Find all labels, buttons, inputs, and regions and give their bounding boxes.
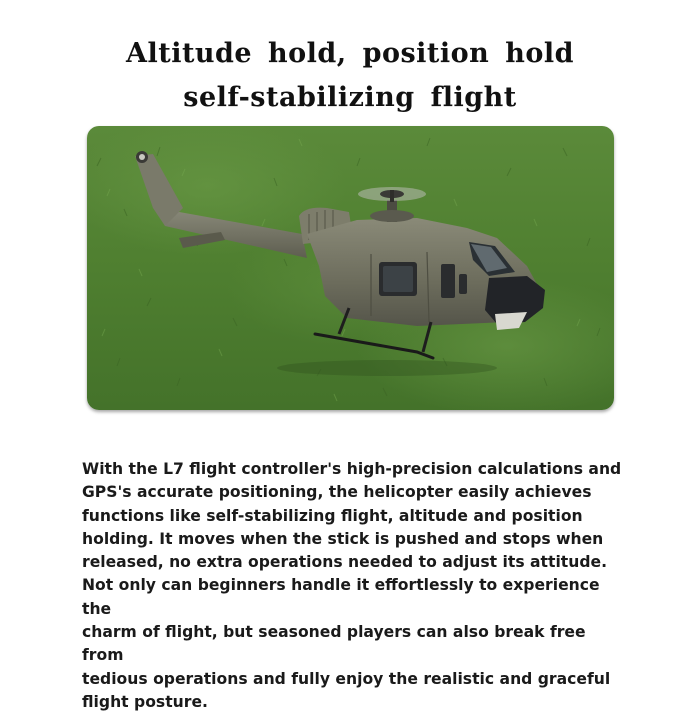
- description-line-7: charm of flight, but seasoned players can also break free from: [82, 623, 586, 665]
- description-line-4: holding. It moves when the stick is pushed and stops when: [82, 529, 604, 548]
- description-line-8: tedious operations and fully enjoy the realistic and graceful: [82, 669, 611, 688]
- description-line-6: Not only can beginners handle it effortlessly to experience the: [82, 576, 600, 618]
- description-line-3: functions like self-stabilizing flight, altitude and position: [82, 506, 583, 525]
- heading-line-2: self-stabilizing flight: [183, 82, 517, 113]
- description-text: [82, 458, 627, 714]
- description-line-1: With the L7 flight controller's high-precision calculations and: [82, 460, 622, 478]
- description-line-9: flight posture.: [82, 692, 208, 711]
- helicopter-photo: [87, 126, 614, 410]
- description-line-2: GPS's accurate positioning, the helicopter easily achieves: [82, 483, 592, 502]
- heading-line-1: Altitude hold, position hold: [126, 38, 574, 69]
- description-line-5: released, no extra operations needed to adjust its attitude.: [82, 553, 608, 572]
